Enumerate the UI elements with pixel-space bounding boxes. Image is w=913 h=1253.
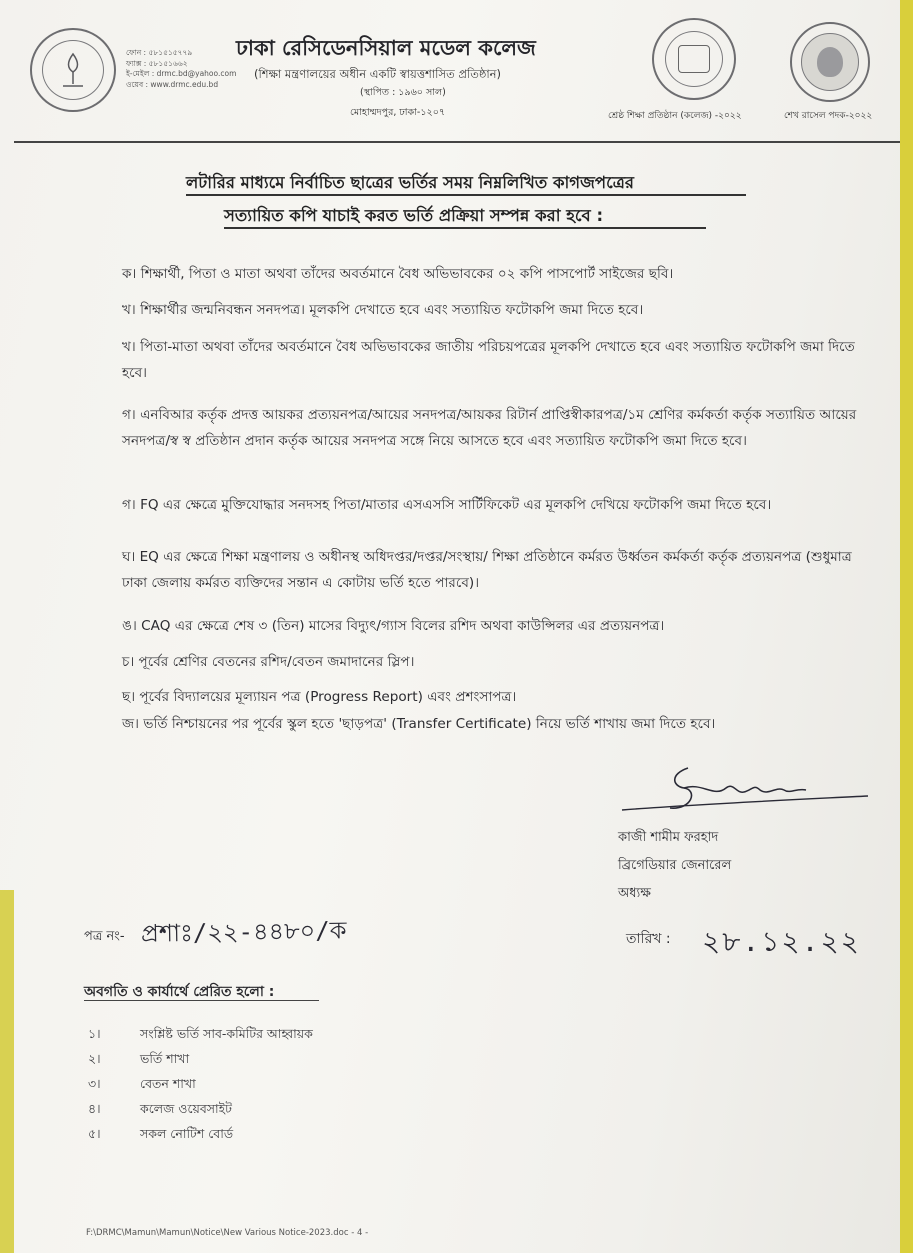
recipient-number: ৪। [88, 1101, 101, 1116]
principal-name: কাজী শামীম ফরহাদ [618, 830, 719, 845]
established-year: (স্থাপিত : ১৯৬০ সাল) [360, 87, 446, 98]
principal-rank: ব্রিগেডিয়ার জেনারেল [618, 858, 732, 873]
award-seal-icon [652, 18, 736, 100]
background-strip [0, 890, 14, 1253]
requirement-item: চ। পূর্বের শ্রেণির বেতনের রশিদ/বেতন জমাদানের স্লিপ। [122, 654, 415, 670]
heading-underline-1 [186, 194, 746, 196]
principal-signature [618, 764, 878, 820]
college-address: মোহাম্মদপুর, ঢাকা-১২০৭ [350, 107, 446, 118]
requirement-item: ঘ। EQ এর ক্ষেত্রে শিক্ষা মন্ত্রণালয় ও অধীনস্থ অধিদপ্তর/দপ্তর/সংস্থায়/ শিক্ষা প্রতিষ্ঠানে কর্মরত উর্ধ্বতন কর্মকর্তা কর্তৃক প্রত্যয়নপত্র (শুধুমাত্র ঢাকা জেলায় কর্মরত ব্যক্তিদের সন্তান এ কোটায় ভর্তি হতে পারবে)। [122, 549, 852, 591]
requirement-item: খ। পিতা-মাতা অথবা তাঁদের অবর্তমানে বৈধ অভিভাবকের জাতীয় পরিচয়পত্রের মূলকপি দেখাতে হবে এবং সত্যায়িত ফটোকপি জমা দিতে হবে। [122, 339, 855, 381]
contact-fax: ফ্যাক্স : ৫৮১৫১৬৬২ [126, 58, 188, 68]
award-medal-icon [790, 22, 870, 102]
heading-underline-2 [224, 227, 706, 229]
recipient-item: বেতন শাখা [140, 1076, 196, 1091]
memo-number-label: পত্র নং- [84, 929, 125, 944]
contact-block [126, 48, 236, 90]
requirement-item: ক। শিক্ষার্থী, পিতা ও মাতা অথবা তাঁদের অবর্তমানে বৈধ অভিভাবকের ০২ কপি পাসপোর্ট সাইজের ছবি। [122, 266, 674, 282]
principal-designation: অধ্যক্ষ [618, 886, 651, 901]
date-value: ২৮.১২.২২ [702, 925, 861, 958]
recipient-item: ভর্তি শাখা [140, 1051, 190, 1066]
background-edge [900, 0, 913, 1253]
memo-number-value: প্রশাঃ/২২-৪৪৮০/ক [140, 916, 347, 948]
recipient-item: সংশ্লিষ্ট ভর্তি সাব-কমিটির আহ্বায়ক [140, 1026, 313, 1041]
award-2-label: শেখ রাসেল পদক-২০২২ [784, 111, 873, 121]
header-rule [14, 141, 900, 143]
college-logo [30, 28, 116, 112]
award-1-label: শ্রেষ্ঠ শিক্ষা প্রতিষ্ঠান (কলেজ) -২০২২ [608, 111, 742, 121]
requirement-item: জ। ভর্তি নিশ্চায়নের পর পূর্বের স্কুল হতে 'ছাড়পত্র' (Transfer Certificate) নিয়ে ভর্তি শাখায় জমা দিতে হবে। [122, 716, 716, 732]
requirement-item: ছ। পূর্বের বিদ্যালয়ের মূল্যায়ন পত্র (Progress Report) এবং প্রশংসাপত্র। [122, 689, 517, 705]
recipient-number: ২। [88, 1051, 101, 1066]
file-path-footer: F:\DRMC\Mamun\Mamun\Notice\New Various Notice-2023.doc - 4 - [86, 1228, 369, 1238]
requirement-item: ঙ। CAQ এর ক্ষেত্রে শেষ ৩ (তিন) মাসের বিদ্যুৎ/গ্যাস বিলের রশিদ অথবা কাউন্সিলর এর প্রত্যয়নপত্র। [122, 618, 665, 634]
contact-email: ই-মেইল : drmc.bd@yahoo.com [126, 69, 237, 78]
recipient-item: সকল নোটিশ বোর্ড [140, 1126, 234, 1141]
recipient-number: ৩। [88, 1076, 101, 1091]
college-name: ঢাকা রেসিডেনসিয়াল মডেল কলেজ [236, 36, 536, 60]
recipient-item: কলেজ ওয়েবসাইট [140, 1101, 232, 1116]
requirement-item: গ। এনবিআর কর্তৃক প্রদত্ত আয়কর প্রত্যয়নপত্র/আয়ের সনদপত্র/আয়কর রিটার্ন প্রাপ্তিস্বীকারপত্র/১ম শ্রেণির কর্মকর্তা কর্তৃক সত্যায়িত আয়ের সনদপত্র/স্ব স্ব প্রতিষ্ঠান প্রদান কর্তৃক আয়ের সনদপত্র সঙ্গে নিয়ে আসতে হবে এবং সত্যায়িত ফটোকপি জমা দিতে হবে। [122, 407, 857, 449]
notice-heading-line-2: সত্যায়িত কপি যাচাই করত ভর্তি প্রক্রিয়া সম্পন্ন করা হবে : [224, 206, 604, 225]
contact-web: ওয়েব : www.drmc.edu.bd [126, 79, 219, 89]
notice-heading-line-1: লটারির মাধ্যমে নির্বাচিত ছাত্রের ভর্তির সময় নিম্নলিখিত কাগজপত্রের [186, 173, 634, 192]
date-label: তারিখ : [626, 931, 671, 947]
requirement-item: গ। FQ এর ক্ষেত্রে মুক্তিযোদ্ধার সনদসহ পিতা/মাতার এসএসসি সার্টিফিকেট এর মূলকপি দেখিয়ে ফটোকপি জমা দিতে হবে। [122, 497, 772, 513]
contact-phone: ফোন : ৫৮১৫১৫৭৭৯ [126, 48, 193, 57]
college-subtitle: (শিক্ষা মন্ত্রণালয়ের অধীন একটি স্বায়ত্তশাসিত প্রতিষ্ঠান) [254, 67, 502, 81]
requirement-item: খ। শিক্ষার্থীর জন্মনিবন্ধন সনদপত্র। মূলকপি দেখাতে হবে এবং সত্যায়িত ফটোকপি জমা দিতে হবে। [122, 302, 644, 318]
copy-to-underline [84, 1000, 319, 1001]
copy-to-heading: অবগতি ও কার্যার্থে প্রেরিত হলো : [84, 984, 275, 1000]
recipient-number: ৫। [88, 1126, 101, 1141]
recipient-number: ১। [88, 1026, 101, 1041]
